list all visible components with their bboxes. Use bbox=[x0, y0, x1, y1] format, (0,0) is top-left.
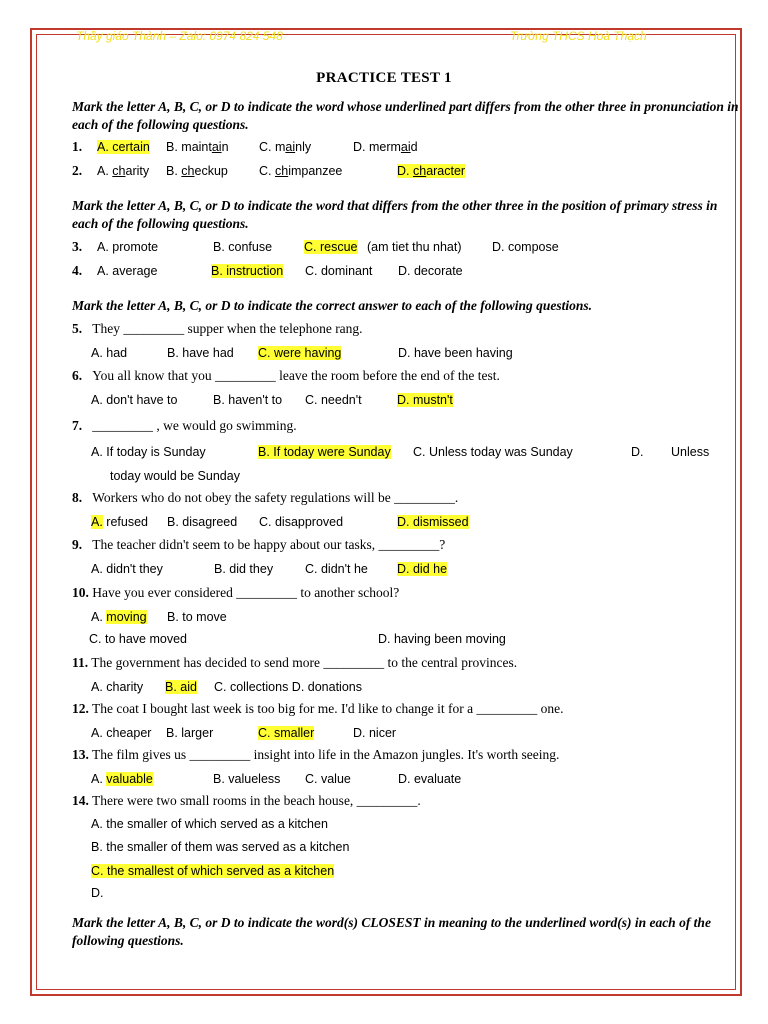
q13-option-a: A. valuable bbox=[91, 772, 153, 786]
question-number: 9. bbox=[72, 537, 83, 552]
q12-option-a: A. cheaper bbox=[91, 726, 152, 740]
question-text: Have you ever considered _________ to another school? bbox=[92, 585, 400, 600]
q7-option-c: C. Unless today was Sunday bbox=[413, 445, 573, 459]
q4-option-c: C. dominant bbox=[305, 264, 373, 278]
q9-option-a: A. didn't they bbox=[91, 562, 163, 576]
q8-option-a: A. refused bbox=[91, 515, 148, 529]
question-14 bbox=[72, 793, 421, 809]
q4-option-d: D. decorate bbox=[398, 264, 463, 278]
q5-option-d: D. have been having bbox=[398, 346, 513, 360]
section-instruction-pronunciation: Mark the letter A, B, C, or D to indicate the word whose underlined part differs from the other three in pronunciation in each of the following questions. bbox=[72, 99, 739, 132]
q12-option-d: D. nicer bbox=[353, 726, 397, 740]
q1-option-d: D. mermaid bbox=[353, 140, 418, 154]
q14-option-d: D. bbox=[91, 886, 104, 900]
q5-option-c: C. were having bbox=[258, 346, 342, 360]
q10-option-c: C. to have moved bbox=[89, 632, 187, 646]
header-school: Trường THCS Hoà Thạch bbox=[510, 29, 647, 43]
question-number: 12. bbox=[72, 701, 89, 716]
q3-option-d: D. compose bbox=[492, 240, 559, 254]
q11-option-c-d: C. collections D. donations bbox=[214, 680, 362, 694]
question-number: 11. bbox=[72, 655, 89, 670]
q13-option-c: C. value bbox=[305, 772, 351, 786]
question-text: The film gives us _________ insight into life in the Amazon jungles. It's worth seeing. bbox=[92, 747, 560, 762]
q13-option-b: B. valueless bbox=[213, 772, 281, 786]
q3-option-a: A. promote bbox=[97, 240, 159, 254]
q1-option-c: C. mainly bbox=[259, 140, 312, 154]
q7-option-d-text: Unless bbox=[671, 445, 710, 459]
q14-option-a: A. the smaller of which served as a kitchen bbox=[91, 817, 328, 831]
question-12 bbox=[72, 701, 563, 717]
question-number: 10. bbox=[72, 585, 89, 600]
question-number: 7. bbox=[72, 418, 83, 433]
question-text: They _________ supper when the telephone rang. bbox=[92, 321, 363, 336]
question-text: The teacher didn't seem to be happy about our tasks, _________? bbox=[92, 537, 446, 552]
q8-option-d: D. dismissed bbox=[397, 515, 469, 529]
question-9 bbox=[72, 537, 445, 553]
question-number: 6. bbox=[72, 368, 83, 383]
question-10 bbox=[72, 585, 399, 601]
q5-option-a: A. had bbox=[91, 346, 128, 360]
question-number: 14. bbox=[72, 793, 89, 808]
q7-option-a: A. If today is Sunday bbox=[91, 445, 206, 459]
q5-option-b: B. have had bbox=[167, 346, 234, 360]
q7-option-d: D. bbox=[631, 445, 644, 459]
question-3 bbox=[72, 239, 82, 255]
q7-option-d-continued: today would be Sunday bbox=[110, 469, 240, 483]
question-number: 13. bbox=[72, 747, 89, 762]
q7-option-b: B. If today were Sunday bbox=[258, 445, 391, 459]
question-13 bbox=[72, 747, 559, 763]
q3-option-c: C. rescue bbox=[304, 240, 358, 254]
q2-option-d: D. character bbox=[397, 164, 466, 178]
section-instruction-closest-meaning: Mark the letter A, B, C, or D to indicate the word(s) CLOSEST in meaning to the underlined word(s) in each of the following questions. bbox=[72, 915, 711, 948]
question-8 bbox=[72, 490, 458, 506]
q3-option-b: B. confuse bbox=[213, 240, 273, 254]
question-7 bbox=[72, 418, 297, 434]
question-5 bbox=[72, 321, 363, 337]
q6-option-a: A. don't have to bbox=[91, 393, 178, 407]
question-6 bbox=[72, 368, 500, 384]
q6-option-c: C. needn't bbox=[305, 393, 362, 407]
question-text: The government has decided to send more _________ to the central provinces. bbox=[91, 655, 518, 670]
q4-option-b: B. instruction bbox=[211, 264, 284, 278]
q13-option-d: D. evaluate bbox=[398, 772, 462, 786]
q14-option-c: C. the smallest of which served as a kitchen bbox=[91, 864, 335, 878]
q2-option-c: C. chimpanzee bbox=[259, 164, 343, 178]
q8-option-c: C. disapproved bbox=[259, 515, 344, 529]
q2-option-b: B. checkup bbox=[166, 164, 228, 178]
q6-option-d: D. mustn't bbox=[397, 393, 453, 407]
question-text: Workers who do not obey the safety regulations will be _________. bbox=[92, 490, 459, 505]
q12-option-c: C. smaller bbox=[258, 726, 315, 740]
q4-option-a: A. average bbox=[97, 264, 158, 278]
q11-option-a: A. charity bbox=[91, 680, 144, 694]
question-11 bbox=[72, 655, 517, 671]
question-text: _________ , we would go swimming. bbox=[92, 418, 297, 433]
q10-option-a: A. moving bbox=[91, 610, 147, 624]
q1-option-b: B. maintain bbox=[166, 140, 229, 154]
q3-note: (am tiet thu nhat) bbox=[367, 240, 462, 254]
q11-option-b: B. aid bbox=[165, 680, 197, 694]
q10-option-b: B. to move bbox=[167, 610, 227, 624]
question-number: 4. bbox=[72, 263, 83, 278]
q10-option-d: D. having been moving bbox=[378, 632, 506, 646]
q1-option-a: A. certain bbox=[97, 140, 150, 154]
q2-option-a: A. charity bbox=[97, 164, 150, 178]
question-2 bbox=[72, 163, 82, 179]
q9-option-d: D. did he bbox=[397, 562, 448, 576]
q12-option-b: B. larger bbox=[166, 726, 214, 740]
question-1 bbox=[72, 139, 82, 155]
question-text: You all know that you _________ leave the room before the end of the test. bbox=[92, 368, 500, 383]
q14-option-b: B. the smaller of them was served as a kitchen bbox=[91, 840, 350, 854]
question-number: 3. bbox=[72, 239, 83, 254]
q8-option-b: B. disagreed bbox=[167, 515, 238, 529]
q9-option-c: C. didn't he bbox=[305, 562, 368, 576]
question-number: 1. bbox=[72, 139, 83, 154]
question-number: 8. bbox=[72, 490, 83, 505]
question-4 bbox=[72, 263, 82, 279]
section-instruction-correct-answer: Mark the letter A, B, C, or D to indicate the correct answer to each of the following questions. bbox=[72, 298, 593, 313]
question-number: 5. bbox=[72, 321, 83, 336]
header-teacher: Thầy giáo Thành – Zalo: 0974 824 548 bbox=[76, 29, 283, 43]
page-title: PRACTICE TEST 1 bbox=[316, 70, 452, 86]
q9-option-b: B. did they bbox=[214, 562, 274, 576]
question-text: The coat I bought last week is too big for me. I'd like to change it for a _________ one. bbox=[92, 701, 564, 716]
question-number: 2. bbox=[72, 163, 83, 178]
q6-option-b: B. haven't to bbox=[213, 393, 283, 407]
question-text: There were two small rooms in the beach house, _________. bbox=[92, 793, 421, 808]
section-instruction-stress: Mark the letter A, B, C, or D to indicate the word that differs from the other three in the position of primary stress in each of the following questions. bbox=[72, 198, 718, 231]
